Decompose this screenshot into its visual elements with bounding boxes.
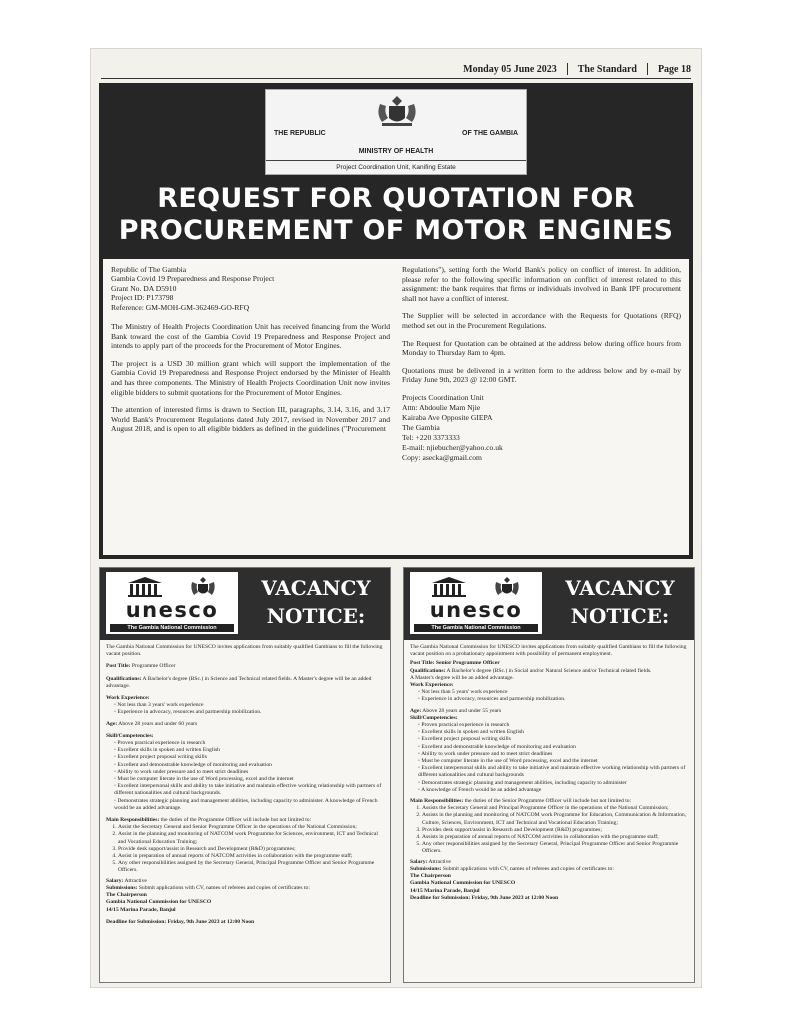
vacancy-body	[100, 640, 390, 930]
reference-line: Gambia Covid 19 Preparedness and Response Project	[111, 274, 275, 284]
list-item: ◦ Ability to work under pressure and to meet strict deadlines	[114, 769, 384, 776]
unesco-subtitle: The Gambia National Commission	[110, 624, 234, 632]
contact-copy-email: Copy: asecka@gmail.com	[402, 452, 482, 462]
unesco-wordmark: unesco	[125, 598, 219, 622]
list-item: ◦ Excellent interpersonal skills and ability to take initiative and maintain effective working relationship with partners of different nationalities and cultural backgrounds	[418, 765, 688, 779]
vacancy-body	[404, 640, 694, 906]
skills-heading: Skill/Competencies:	[410, 714, 458, 721]
list-item: ◦ Excellent interpersonal skills and ability to take initiative and maintain effective working relationship with partners of different nationalities and cultural backgrounds.	[114, 783, 384, 797]
rfq-headline-line2: PROCUREMENT OF MOTOR ENGINES	[118, 215, 674, 246]
rfq-right-column	[402, 265, 681, 549]
vacancy-title: VACANCY NOTICE:	[261, 576, 371, 628]
list-item: ◦ Proven practical experience in research	[418, 722, 688, 729]
list-item: 4. Assist in preparation of annual reports of NATCOM activities in collaboration with the programme staff;	[118, 853, 384, 860]
unit-address: Project Coordination Unit, Kanifing Estate	[266, 160, 526, 174]
salary: Salary: Attractive	[410, 858, 451, 865]
vacancy-header	[100, 568, 390, 640]
list-item: ◦ Experience in advocacy, resources and partnership mobilization.	[418, 696, 688, 703]
unesco-temple-icon	[430, 576, 468, 598]
responsibilities-list	[410, 805, 688, 855]
address-line: The Chairperson	[106, 892, 147, 899]
list-item: ◦ Experience in advocacy, resources and partnership mobilization.	[114, 709, 384, 716]
list-item: ◦ Excellent skills in spoken and written English	[114, 747, 384, 754]
paragraph: Quotations must be delivered in a written form to the address below and by e-mail by Friday June 9th, 2023 @ 12:00 GMT.	[402, 365, 681, 385]
divider	[647, 63, 648, 75]
list-item: ◦ Demonstrates strategic planning and management abilities, including capacity to administer. A knowledge of French would be an added advantage.	[114, 798, 384, 812]
deadline: Deadline for Submission: Friday, 9th June 2023 at 12:00 Noon	[106, 918, 255, 925]
unesco-wordmark: unesco	[429, 598, 523, 622]
address-line: 14/15 Marina Parade, Banjul	[106, 906, 176, 913]
list-item: 2. Assists in the planning and monitoring of NATCOM work Programme for Education, Communication & Information, Culture, Sciences, Environment, ICT and Technical and Vocational Education Training;	[422, 812, 688, 826]
list-item: ◦ Proven practical experience in research	[114, 740, 384, 747]
address-line: Gambia National Commission for UNESCO	[106, 899, 212, 906]
submissions: Submissions: Submit applications with CV, names of referees and copies of certificates to:	[410, 865, 614, 872]
page-number: Page 18	[657, 64, 691, 75]
list-item: 3. Provides desk support/assist in Research and Development (R&D) programmes;	[422, 827, 688, 834]
list-item: ◦ Not less than 3 years' work experience	[114, 702, 384, 709]
experience-heading: Work Experience:	[410, 682, 454, 689]
responsibilities-heading: Main Responsibilities: the duties of the Senior Programme Officer will include but not limited to:	[410, 798, 632, 805]
contact-line: The Gambia	[402, 422, 440, 432]
contact-line: Kairaba Ave Opposite GIEPA	[402, 412, 493, 422]
skills-list	[410, 722, 688, 794]
list-item: 1. Assist the Secretary General and Senior Programme Officer in the operations of the National Commission;	[118, 824, 384, 831]
qualifications-extra: A Master's degree will be an added advantage.	[410, 674, 514, 681]
responsibilities-heading: Main Responsibilities: the duties of the Programme Officer will include but not limited to:	[106, 817, 312, 824]
reference-line: Republic of The Gambia	[111, 265, 187, 274]
list-item: 4. Assists in preparation of annual reports of NATCOM activities in collaboration with the programme staff;	[422, 834, 688, 841]
list-item: ◦ Excellent skills in spoken and written English	[418, 729, 688, 736]
qualifications: Qualifications: A Bachelor's degree (BSc.) in Science and Technical related fields. A Master's degree will be an added advantage.	[106, 675, 372, 689]
paragraph: The Supplier will be selected in accordance with the Requests for Quotations (RFQ) method set out in the Procurement Regulations.	[402, 311, 681, 330]
list-item: 5. Any other responsibilities assigned by the Secretary General, Principal Programme Officer and Senior Programme Officers.	[118, 860, 384, 874]
list-item: 3. Provide desk support/assist in Research and Development (R&D) programmes;	[118, 846, 384, 853]
list-item: 5. Any other responsibilities assigned by the Secretary General, Principal Programme Officer and Senior Programme Officers.	[422, 841, 688, 855]
list-item: ◦ Demonstrates strategic planning and management abilities, including capacity to administer	[418, 780, 688, 787]
contact-line: Tel: +220 3373333	[402, 432, 460, 442]
vacancy-notice-senior-programme-officer	[403, 567, 695, 983]
contact-line: Projects Coordination Unit	[402, 392, 484, 402]
unesco-temple-icon	[126, 576, 164, 598]
paragraph: Regulations"), setting forth the World Bank's policy on conflict of interest. In addition, please refer to the following specific information on conflict of interest related to this assignment: the bank requires that firms or individuals involved in Bank IPF procurement shall not have a conflict of interest.	[402, 265, 681, 303]
skills-list	[106, 740, 384, 812]
list-item: 2. Assist in the planning and monitoring of NATCOM work Programme for Sciences, environment, ICT and Technical and Vocational Education Training;	[118, 831, 384, 845]
salary: Salary: Attractive	[106, 877, 147, 884]
age-requirement: Age: Above 28 years and under 60 years	[106, 720, 198, 727]
qualifications: Qualifications: A Bachelor's degree (BSc.) in Social and/or Natural Science and/or Technical related fields.	[410, 667, 652, 674]
paragraph: The Request for Quotation can be obtained at the address below during office hours from Monday to Thursday 8am to 4pm.	[402, 338, 681, 358]
issue-date: Monday 05 June 2023	[463, 64, 557, 75]
post-title: Post Title: Senior Programme Officer	[410, 660, 500, 667]
vacancy-notice-programme-officer	[99, 567, 391, 983]
newspaper-page	[90, 48, 702, 988]
reference-block	[111, 265, 390, 312]
list-item: ◦ Excellent project proposal writing skills	[418, 736, 688, 743]
list-item: ◦ Not less than 5 years' work experience	[418, 689, 688, 696]
reference-line: Grant No. DA D5910	[111, 283, 177, 293]
intro-text: The Gambia National Commission for UNESCO invites applications from suitably qualified Gambians to fill the following vacant position on a probationary appointment with possibility of permanent employment.	[410, 644, 687, 658]
unesco-logo	[410, 572, 542, 634]
address-line: 14/15 Marina Parade, Banjul	[410, 887, 480, 894]
deadline: Deadline for Submission: Friday, 9th June 2023 at 12:00 Noon	[410, 894, 559, 901]
rfq-headline-line1: REQUEST FOR QUOTATION FOR	[157, 183, 635, 214]
address-line: The Chairperson	[410, 873, 451, 880]
list-item: 1. Assists the Secretary General and Principal Programme Officer in the operations of the National Commission;	[422, 805, 688, 812]
address-line: Gambia National Commission for UNESCO	[410, 880, 516, 887]
paper-name: The Standard	[577, 64, 637, 75]
rfq-left-column	[111, 265, 390, 549]
reference-line: Project ID: P173798	[111, 293, 174, 303]
experience-list	[106, 702, 384, 716]
reference-line: Reference: GM-MOH-GM-362469-GO-RFQ	[111, 302, 250, 312]
contact-line: Attn: Abdoulie Mam Njie	[402, 402, 481, 412]
experience-heading: Work Experience:	[106, 695, 150, 702]
responsibilities-list	[106, 824, 384, 874]
submissions: Submissions: Submit applications with CV, names of referees and copies of certificates to:	[106, 884, 310, 891]
unesco-logo	[106, 572, 238, 634]
paragraph: The project is a USD 30 million grant which will support the implementation of the Gambia Covid 19 Preparedness and Response Project endorsed by the Minister of Health and has three components. The Ministry of Health Projects Coordination Unit now invites eligible bidders to submit quotations for the Procurement of Motor Engines.	[111, 358, 390, 397]
rfq-body	[103, 259, 689, 555]
unesco-subtitle: The Gambia National Commission	[414, 624, 538, 632]
paragraph: The attention of interested firms is drawn to Section III, paragraphs, 3.14, 3.16, and 3.17 World Bank's Procurement Regulations dated July 2017, revised in November 2017 and August 2018, and is open to all eligible bidders as defined in the guidelines ("Procurement	[111, 405, 390, 434]
ministry-name: MINISTRY OF HEALTH	[358, 148, 434, 155]
intro-text: The Gambia National Commission for UNESCO invites applications from suitably qualified Gambians to fill the following vacant position.	[106, 644, 383, 658]
republic-label-left: THE REPUBLIC	[274, 130, 326, 137]
masthead	[101, 57, 691, 79]
skills-heading: Skill/Competencies:	[106, 732, 154, 739]
age-requirement: Age: Above 28 years and under 55 years	[410, 707, 502, 714]
post-title: Post Title: Programme Officer	[106, 663, 176, 670]
list-item: ◦ Ability to work under pressure and to meet strict deadlines	[418, 751, 688, 758]
list-item: ◦ Must be computer literate in the use of Word processing, excel and the internet	[418, 758, 688, 765]
list-item: ◦ Excellent project proposal writing skills	[114, 754, 384, 761]
paragraph: The Ministry of Health Projects Coordination Unit has received financing from the World Bank toward the cost of the Gambia Covid 19 Preparedness and Response Project and intends to apply part of the proceeds for the Procurement of Motor Engines.	[111, 322, 390, 351]
divider	[567, 63, 568, 75]
coat-of-arms-icon	[372, 94, 422, 128]
coat-of-arms-icon	[492, 576, 522, 598]
list-item: ◦ Must be computer literate in the use of Word processing, excel and the internet	[114, 776, 384, 783]
coat-of-arms-icon	[188, 576, 218, 598]
list-item: ◦ Excellent and demonstrable knowledge of monitoring and evaluation	[418, 744, 688, 751]
list-item: ◦ A knowledge of French would be an added advantage	[418, 787, 688, 794]
contact-email: E-mail: njiebucher@yahoo.co.uk	[402, 442, 503, 452]
list-item: ◦ Excellent and demonstrable knowledge of monitoring and evaluation	[114, 762, 384, 769]
experience-list	[410, 689, 688, 703]
rfq-headline	[99, 183, 693, 247]
republic-label-right: OF THE GAMBIA	[462, 130, 518, 137]
vacancy-title: VACANCY NOTICE:	[565, 576, 675, 628]
contact-block	[402, 393, 681, 463]
rfq-advert	[99, 83, 693, 559]
ministry-header	[265, 89, 527, 175]
vacancy-header	[404, 568, 694, 640]
